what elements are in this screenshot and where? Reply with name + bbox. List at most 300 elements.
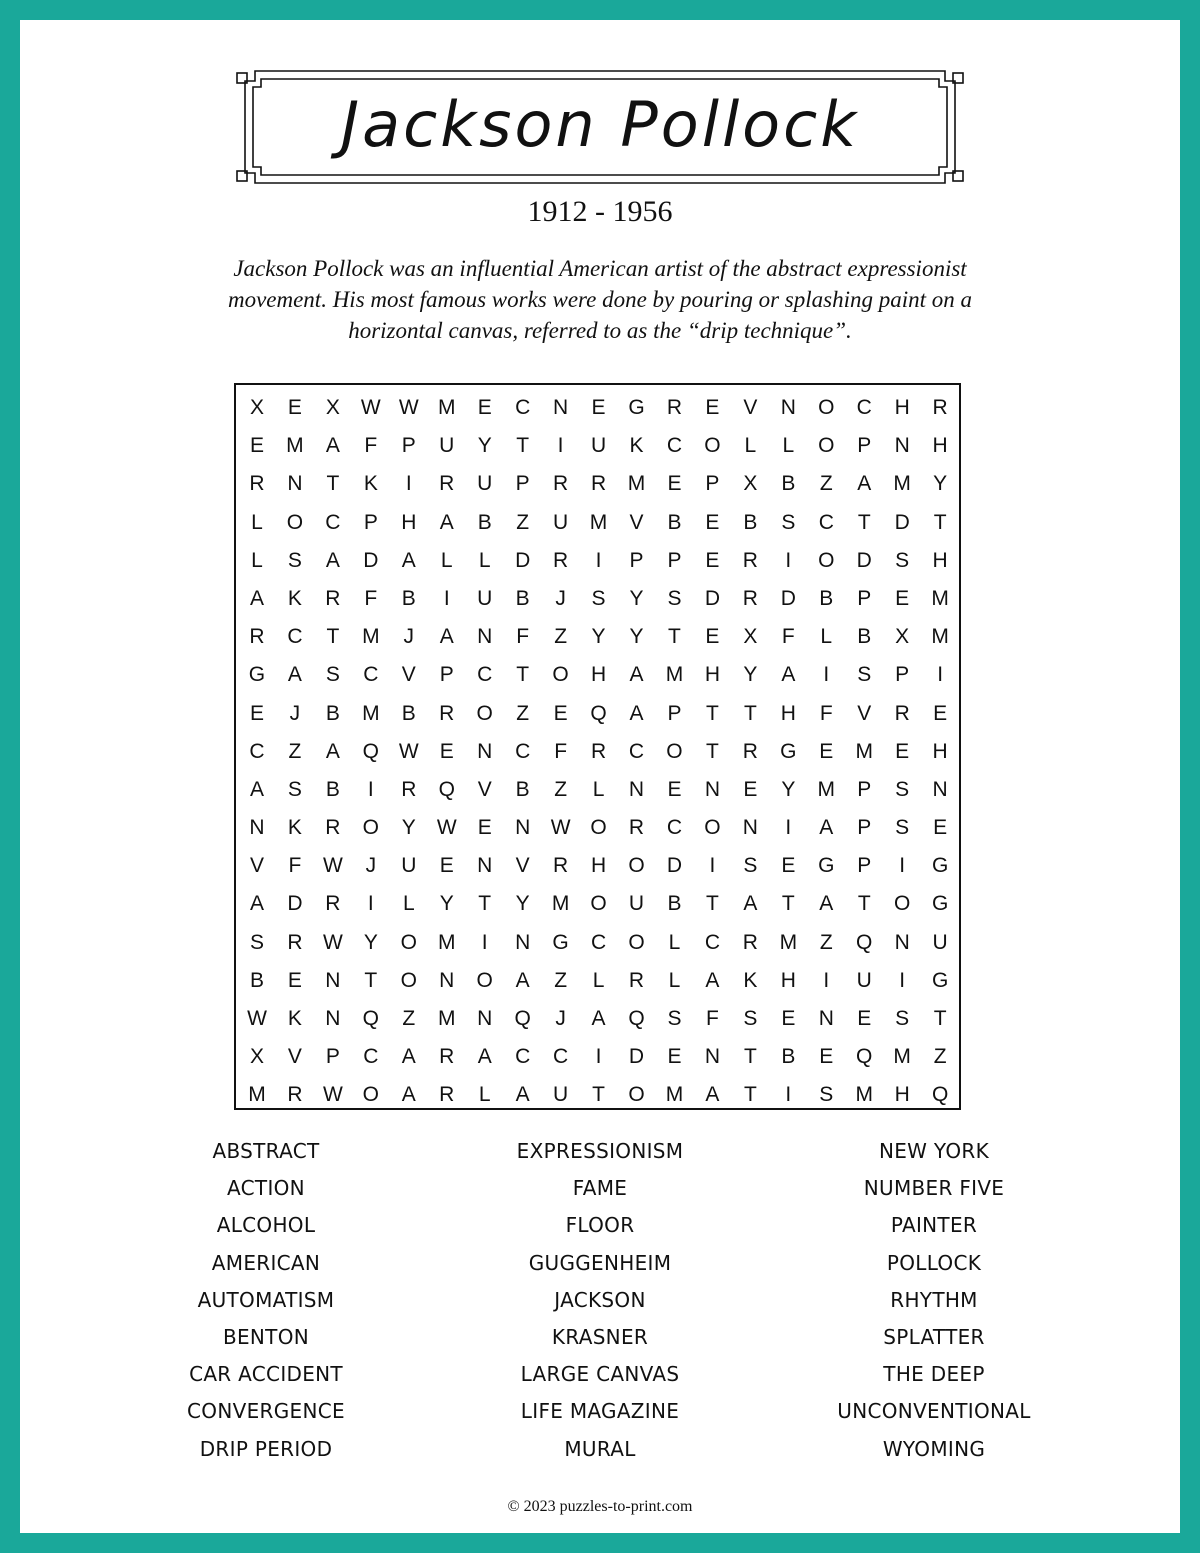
grid-letter[interactable]: N — [704, 1045, 720, 1069]
grid-letter[interactable]: A — [249, 777, 264, 801]
grid-letter[interactable]: M — [286, 434, 304, 458]
grid-letter[interactable]: H — [590, 854, 607, 878]
grid-letter[interactable]: Z — [819, 930, 833, 954]
grid-letter[interactable]: F — [706, 1007, 719, 1030]
grid-letter[interactable]: Q — [362, 1007, 379, 1030]
grid-letter[interactable]: R — [553, 854, 569, 878]
grid-letter[interactable]: T — [743, 701, 757, 725]
grid-letter[interactable]: R — [553, 472, 569, 496]
grid-letter[interactable]: N — [742, 816, 758, 840]
grid-letter[interactable]: T — [857, 892, 871, 916]
grid-letter[interactable]: R — [287, 930, 303, 954]
grid-letter[interactable]: K — [743, 968, 758, 992]
grid-letter[interactable]: O — [628, 930, 645, 954]
grid-letter[interactable]: S — [667, 1007, 682, 1030]
grid-letter[interactable]: M — [665, 1083, 684, 1107]
grid-letter[interactable]: W — [398, 739, 419, 763]
grid-letter[interactable]: D — [894, 510, 910, 534]
grid-letter[interactable]: B — [781, 472, 796, 496]
grid-letter[interactable]: I — [595, 1045, 602, 1069]
grid-letter[interactable]: S — [895, 1007, 910, 1030]
grid-letter[interactable]: O — [818, 434, 835, 458]
grid-letter[interactable]: E — [477, 816, 492, 840]
grid-letter[interactable]: R — [325, 816, 341, 840]
grid-letter[interactable]: S — [743, 1007, 758, 1030]
grid-letter[interactable]: P — [363, 510, 378, 534]
grid-letter[interactable]: R — [590, 472, 607, 496]
grid-letter[interactable]: I — [823, 663, 830, 687]
grid-letter[interactable]: T — [478, 892, 492, 916]
grid-letter[interactable]: T — [706, 739, 719, 763]
grid-letter[interactable]: G — [552, 930, 569, 954]
grid-letter[interactable]: A — [743, 892, 758, 916]
grid-letter[interactable]: S — [287, 548, 302, 572]
grid-letter[interactable]: X — [895, 625, 910, 649]
grid-letter[interactable]: G — [780, 739, 797, 763]
grid-letter[interactable]: F — [364, 434, 378, 458]
grid-letter[interactable]: G — [931, 892, 949, 916]
grid-letter[interactable]: A — [819, 816, 834, 840]
grid-letter[interactable]: N — [894, 434, 910, 458]
grid-letter[interactable]: J — [365, 854, 377, 878]
grid-letter[interactable]: Q — [931, 1083, 949, 1107]
grid-letter[interactable]: E — [667, 472, 682, 496]
grid-letter[interactable]: G — [628, 396, 645, 419]
grid-letter[interactable]: Y — [629, 586, 644, 610]
grid-letter[interactable]: R — [325, 892, 341, 916]
grid-letter[interactable]: A — [401, 1045, 416, 1069]
grid-letter[interactable]: T — [326, 472, 340, 496]
grid-letter[interactable]: S — [895, 816, 910, 840]
grid-letter[interactable]: T — [516, 434, 530, 458]
grid-letter[interactable]: W — [322, 930, 343, 954]
grid-letter[interactable]: F — [781, 625, 795, 649]
grid-letter[interactable]: H — [590, 663, 607, 687]
grid-letter[interactable]: V — [287, 1045, 302, 1069]
grid-letter[interactable]: R — [439, 472, 455, 496]
grid-letter[interactable]: P — [857, 816, 872, 840]
grid-letter[interactable]: V — [629, 510, 644, 534]
grid-letter[interactable]: H — [780, 701, 796, 725]
grid-letter[interactable]: Y — [515, 892, 530, 916]
grid-letter[interactable]: S — [591, 586, 606, 610]
grid-letter[interactable]: Y — [363, 930, 378, 954]
grid-letter[interactable]: R — [894, 701, 910, 725]
grid-letter[interactable]: Q — [362, 739, 379, 763]
grid-letter[interactable]: N — [249, 816, 265, 840]
grid-letter[interactable]: O — [628, 1083, 645, 1107]
grid-letter[interactable]: C — [287, 625, 303, 649]
grid-letter[interactable]: E — [439, 854, 454, 878]
grid-letter[interactable]: I — [785, 816, 792, 840]
grid-letter[interactable]: Z — [402, 1007, 416, 1030]
grid-letter[interactable]: O — [704, 816, 721, 840]
grid-letter[interactable]: E — [781, 1007, 796, 1030]
grid-letter[interactable]: C — [515, 1045, 531, 1069]
grid-letter[interactable]: R — [287, 1083, 303, 1107]
grid-letter[interactable]: T — [364, 968, 378, 992]
grid-letter[interactable]: P — [857, 586, 872, 610]
grid-letter[interactable]: O — [590, 892, 607, 916]
grid-letter[interactable]: C — [363, 1045, 379, 1069]
grid-letter[interactable]: L — [402, 892, 415, 916]
grid-letter[interactable]: A — [629, 701, 644, 725]
grid-letter[interactable]: H — [932, 548, 948, 572]
grid-letter[interactable]: A — [705, 968, 720, 992]
grid-letter[interactable]: Y — [743, 663, 758, 687]
grid-letter[interactable]: A — [249, 586, 264, 610]
grid-letter[interactable]: R — [742, 930, 758, 954]
grid-letter[interactable]: U — [590, 434, 607, 458]
grid-letter[interactable]: I — [899, 968, 906, 992]
grid-letter[interactable]: M — [551, 892, 570, 916]
grid-letter[interactable]: O — [704, 434, 721, 458]
grid-letter[interactable]: T — [743, 1083, 757, 1107]
grid-letter[interactable]: L — [668, 930, 681, 954]
grid-letter[interactable]: R — [628, 968, 645, 992]
grid-letter[interactable]: D — [363, 548, 379, 572]
grid-letter[interactable]: J — [555, 586, 566, 610]
grid-letter[interactable]: M — [893, 472, 911, 496]
grid-letter[interactable]: N — [477, 625, 493, 649]
grid-letter[interactable]: K — [629, 434, 644, 458]
grid-letter[interactable]: J — [555, 1007, 566, 1030]
grid-letter[interactable]: M — [817, 777, 836, 801]
grid-letter[interactable]: P — [629, 548, 644, 572]
grid-letter[interactable]: R — [742, 586, 758, 610]
grid-letter[interactable]: M — [855, 1083, 873, 1107]
grid-letter[interactable]: U — [553, 1083, 569, 1107]
grid-letter[interactable]: M — [627, 472, 646, 496]
grid-letter[interactable]: I — [405, 472, 412, 496]
grid-letter[interactable]: R — [325, 586, 341, 610]
grid-letter[interactable]: C — [704, 930, 720, 954]
grid-letter[interactable]: T — [933, 1007, 947, 1030]
grid-letter[interactable]: K — [363, 472, 378, 496]
grid-letter[interactable]: U — [553, 510, 569, 534]
grid-letter[interactable]: B — [781, 1045, 796, 1069]
grid-letter[interactable]: S — [857, 663, 872, 687]
grid-letter[interactable]: T — [706, 892, 719, 916]
grid-letter[interactable]: E — [705, 548, 720, 572]
grid-letter[interactable]: X — [249, 1045, 264, 1069]
grid-letter[interactable]: A — [439, 510, 454, 534]
grid-letter[interactable]: E — [705, 396, 720, 419]
grid-letter[interactable]: O — [362, 1083, 379, 1107]
grid-letter[interactable]: S — [325, 663, 340, 687]
grid-letter[interactable]: R — [742, 548, 758, 572]
grid-letter[interactable]: S — [895, 548, 910, 572]
grid-letter[interactable]: I — [367, 892, 374, 916]
grid-letter[interactable]: E — [933, 701, 948, 725]
grid-letter[interactable]: Y — [933, 472, 948, 496]
grid-letter[interactable]: L — [251, 548, 263, 572]
grid-letter[interactable]: E — [705, 625, 720, 649]
grid-letter[interactable]: N — [932, 777, 948, 801]
grid-letter[interactable]: R — [249, 472, 265, 496]
grid-letter[interactable]: F — [819, 701, 833, 725]
grid-letter[interactable]: D — [287, 892, 303, 916]
grid-letter[interactable]: M — [589, 510, 608, 534]
grid-letter[interactable]: B — [667, 892, 682, 916]
grid-letter[interactable]: M — [665, 663, 684, 687]
grid-letter[interactable]: A — [477, 1045, 492, 1069]
grid-letter[interactable]: J — [403, 625, 415, 649]
grid-letter[interactable]: A — [325, 739, 340, 763]
grid-letter[interactable]: R — [249, 625, 265, 649]
grid-letter[interactable]: L — [668, 968, 681, 992]
grid-letter[interactable]: B — [515, 777, 530, 801]
grid-letter[interactable]: L — [820, 625, 833, 649]
grid-letter[interactable]: A — [515, 1083, 530, 1107]
grid-letter[interactable]: L — [592, 968, 605, 992]
grid-letter[interactable]: S — [895, 777, 910, 801]
grid-letter[interactable]: C — [628, 739, 645, 763]
grid-letter[interactable]: Z — [554, 968, 568, 992]
grid-letter[interactable]: B — [515, 586, 530, 610]
grid-letter[interactable]: C — [666, 434, 683, 458]
grid-letter[interactable]: N — [287, 472, 303, 496]
grid-letter[interactable]: Q — [856, 930, 873, 954]
grid-letter[interactable]: H — [894, 1083, 910, 1107]
grid-letter[interactable]: P — [857, 777, 872, 801]
grid-letter[interactable]: X — [743, 472, 758, 496]
grid-letter[interactable]: O — [362, 816, 379, 840]
grid-letter[interactable]: Z — [516, 510, 530, 534]
grid-letter[interactable]: S — [743, 854, 758, 878]
grid-letter[interactable]: D — [666, 854, 683, 878]
grid-letter[interactable]: F — [516, 625, 530, 649]
grid-letter[interactable]: V — [515, 854, 530, 878]
grid-letter[interactable]: R — [590, 739, 607, 763]
grid-letter[interactable]: A — [287, 663, 302, 687]
grid-letter[interactable]: E — [667, 777, 682, 801]
grid-letter[interactable]: C — [553, 1045, 569, 1069]
grid-letter[interactable]: T — [668, 625, 681, 649]
grid-letter[interactable]: V — [249, 854, 264, 878]
grid-letter[interactable]: P — [515, 472, 530, 496]
grid-letter[interactable]: W — [322, 854, 343, 878]
grid-letter[interactable]: M — [855, 739, 873, 763]
grid-letter[interactable]: N — [515, 930, 531, 954]
grid-letter[interactable]: W — [398, 396, 419, 419]
grid-letter[interactable]: G — [931, 968, 949, 992]
grid-letter[interactable]: Y — [477, 434, 492, 458]
grid-letter[interactable]: N — [477, 739, 493, 763]
grid-letter[interactable]: W — [247, 1007, 267, 1030]
grid-letter[interactable]: E — [553, 701, 568, 725]
grid-letter[interactable]: Q — [628, 1007, 645, 1030]
grid-letter[interactable]: C — [363, 663, 379, 687]
grid-letter[interactable]: E — [705, 510, 720, 534]
grid-letter[interactable]: E — [477, 396, 492, 419]
grid-letter[interactable]: I — [367, 777, 374, 801]
grid-letter[interactable]: O — [476, 968, 493, 992]
grid-letter[interactable]: H — [932, 434, 948, 458]
grid-letter[interactable]: U — [439, 434, 455, 458]
grid-letter[interactable]: P — [895, 663, 910, 687]
grid-letter[interactable]: U — [628, 892, 645, 916]
grid-letter[interactable]: O — [818, 548, 835, 572]
grid-letter[interactable]: E — [591, 396, 606, 419]
grid-letter[interactable]: X — [325, 396, 340, 419]
grid-letter[interactable]: F — [364, 586, 378, 610]
grid-letter[interactable]: I — [595, 548, 602, 572]
grid-letter[interactable]: L — [251, 510, 263, 534]
grid-letter[interactable]: N — [325, 968, 341, 992]
grid-letter[interactable]: B — [401, 586, 416, 610]
grid-letter[interactable]: C — [249, 739, 265, 763]
grid-letter[interactable]: H — [932, 739, 948, 763]
grid-letter[interactable]: O — [590, 816, 607, 840]
grid-letter[interactable]: W — [436, 816, 457, 840]
grid-letter[interactable]: C — [856, 396, 872, 419]
grid-letter[interactable]: B — [249, 968, 264, 992]
grid-letter[interactable]: S — [819, 1083, 834, 1107]
grid-letter[interactable]: W — [322, 1083, 343, 1107]
grid-letter[interactable]: I — [785, 1083, 792, 1107]
grid-letter[interactable]: S — [249, 930, 264, 954]
grid-letter[interactable]: W — [550, 816, 571, 840]
grid-letter[interactable]: O — [286, 510, 304, 534]
grid-letter[interactable]: M — [437, 1007, 456, 1030]
grid-letter[interactable]: U — [401, 854, 417, 878]
grid-letter[interactable]: T — [706, 701, 719, 725]
grid-letter[interactable]: P — [857, 854, 872, 878]
grid-letter[interactable]: P — [401, 434, 416, 458]
grid-letter[interactable]: W — [360, 396, 381, 419]
grid-letter[interactable]: A — [249, 892, 264, 916]
grid-letter[interactable]: Y — [591, 625, 606, 649]
grid-letter[interactable]: A — [325, 434, 340, 458]
grid-letter[interactable]: R — [666, 396, 683, 419]
grid-letter[interactable]: A — [401, 1083, 416, 1107]
grid-letter[interactable]: C — [325, 510, 341, 534]
grid-letter[interactable]: N — [515, 816, 531, 840]
grid-letter[interactable]: V — [477, 777, 492, 801]
grid-letter[interactable]: F — [288, 854, 302, 878]
grid-letter[interactable]: A — [857, 472, 872, 496]
grid-letter[interactable]: M — [931, 586, 949, 610]
grid-letter[interactable]: T — [516, 663, 530, 687]
grid-letter[interactable]: N — [477, 854, 493, 878]
grid-letter[interactable]: R — [932, 396, 948, 419]
grid-letter[interactable]: T — [933, 510, 947, 534]
grid-letter[interactable]: X — [743, 625, 758, 649]
grid-letter[interactable]: M — [362, 625, 380, 649]
grid-letter[interactable]: C — [666, 816, 683, 840]
grid-letter[interactable]: L — [478, 1083, 491, 1107]
grid-letter[interactable]: D — [780, 586, 796, 610]
grid-letter[interactable]: Z — [554, 625, 568, 649]
grid-letter[interactable]: Q — [438, 777, 455, 801]
grid-letter[interactable]: C — [818, 510, 834, 534]
grid-letter[interactable]: C — [477, 663, 493, 687]
grid-letter[interactable]: E — [933, 816, 948, 840]
grid-letter[interactable]: B — [857, 625, 872, 649]
grid-letter[interactable]: R — [439, 1083, 455, 1107]
grid-letter[interactable]: Z — [288, 739, 302, 763]
grid-letter[interactable]: K — [287, 816, 302, 840]
grid-letter[interactable]: I — [481, 930, 488, 954]
grid-letter[interactable]: U — [477, 472, 493, 496]
grid-letter[interactable]: C — [515, 396, 531, 419]
grid-letter[interactable]: B — [667, 510, 682, 534]
grid-letter[interactable]: P — [705, 472, 720, 496]
grid-letter[interactable]: G — [931, 854, 949, 878]
grid-letter[interactable]: O — [552, 663, 569, 687]
grid-letter[interactable]: P — [857, 434, 872, 458]
grid-letter[interactable]: R — [439, 701, 455, 725]
grid-letter[interactable]: O — [666, 739, 683, 763]
grid-letter[interactable]: N — [894, 930, 910, 954]
grid-letter[interactable]: A — [591, 1007, 606, 1030]
grid-letter[interactable]: N — [628, 777, 645, 801]
grid-letter[interactable]: D — [628, 1045, 645, 1069]
grid-letter[interactable]: R — [401, 777, 417, 801]
grid-letter[interactable]: M — [779, 930, 798, 954]
grid-letter[interactable]: D — [704, 586, 720, 610]
grid-letter[interactable]: E — [667, 1045, 682, 1069]
grid-letter[interactable]: M — [931, 625, 949, 649]
grid-letter[interactable]: I — [823, 968, 830, 992]
grid-letter[interactable]: E — [895, 586, 910, 610]
grid-letter[interactable]: K — [287, 586, 302, 610]
grid-letter[interactable]: B — [401, 701, 416, 725]
grid-letter[interactable]: O — [628, 854, 645, 878]
grid-letter[interactable]: E — [249, 701, 264, 725]
grid-letter[interactable]: C — [590, 930, 607, 954]
grid-letter[interactable]: A — [629, 663, 644, 687]
grid-letter[interactable]: E — [743, 777, 758, 801]
grid-letter[interactable]: Z — [933, 1045, 947, 1069]
grid-letter[interactable]: A — [705, 1083, 720, 1107]
grid-letter[interactable]: L — [478, 548, 491, 572]
grid-letter[interactable]: H — [780, 968, 796, 992]
grid-letter[interactable]: U — [932, 930, 948, 954]
grid-letter[interactable]: N — [477, 1007, 493, 1030]
grid-letter[interactable]: Z — [819, 472, 833, 496]
grid-letter[interactable]: R — [439, 1045, 455, 1069]
grid-letter[interactable]: M — [893, 1045, 911, 1069]
grid-letter[interactable]: B — [819, 586, 834, 610]
grid-letter[interactable]: Z — [516, 701, 530, 725]
grid-letter[interactable]: B — [325, 701, 340, 725]
grid-letter[interactable]: M — [437, 396, 456, 419]
grid-letter[interactable]: A — [401, 548, 416, 572]
grid-letter[interactable]: S — [781, 510, 796, 534]
grid-letter[interactable]: E — [287, 968, 302, 992]
grid-letter[interactable]: E — [895, 739, 910, 763]
grid-letter[interactable]: E — [781, 854, 796, 878]
grid-letter[interactable]: P — [325, 1045, 340, 1069]
grid-letter[interactable]: Y — [439, 892, 454, 916]
grid-letter[interactable]: Y — [781, 777, 796, 801]
grid-letter[interactable]: L — [782, 434, 795, 458]
grid-letter[interactable]: O — [818, 396, 835, 419]
grid-letter[interactable]: E — [857, 1007, 872, 1030]
grid-letter[interactable]: Q — [590, 701, 607, 725]
grid-letter[interactable]: T — [326, 625, 340, 649]
grid-letter[interactable]: I — [709, 854, 716, 878]
grid-letter[interactable]: J — [289, 701, 301, 725]
grid-letter[interactable]: R — [553, 548, 569, 572]
grid-letter[interactable]: I — [785, 548, 792, 572]
grid-letter[interactable]: B — [743, 510, 758, 534]
grid-letter[interactable]: E — [439, 739, 454, 763]
grid-letter[interactable]: O — [894, 892, 911, 916]
grid-letter[interactable]: I — [937, 663, 944, 687]
